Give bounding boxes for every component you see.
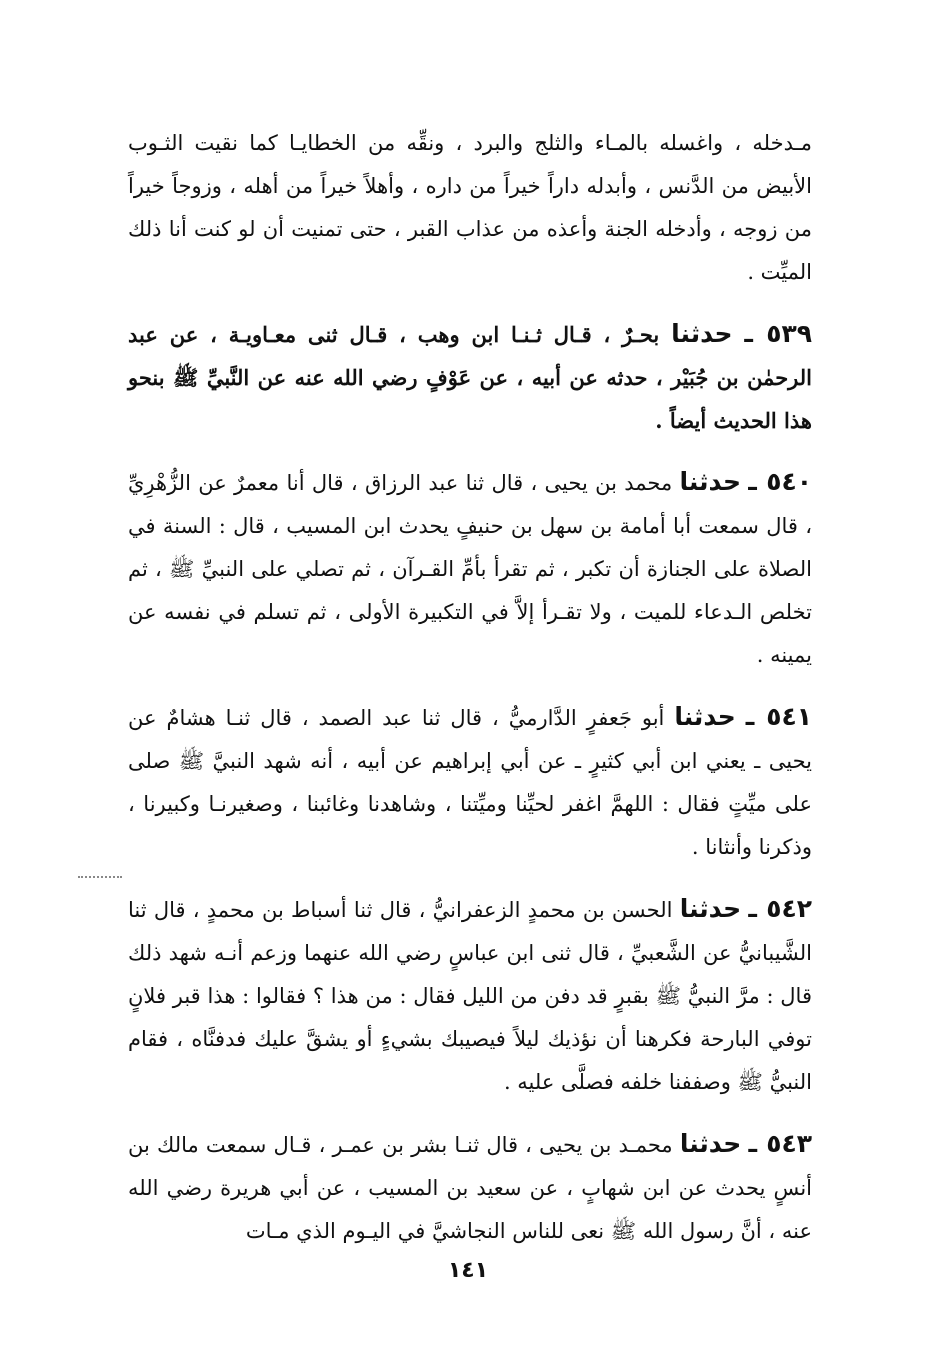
hadith-text: بحـرٌ ، قـال ثـنـا ابن وهب ، قـال ثنى معـاويـة ، عن عبد الرحمٰن بن جُبَيْر ، حدثه عن أبيه ، عن عَوْفٍ رضي الله عنه عن النَّبيِّ ﷺ بنحو هذا الحديث أيضاً . bbox=[128, 322, 812, 433]
hadith-539 bbox=[128, 312, 812, 442]
hadith-543 bbox=[128, 1122, 812, 1253]
hadith-keyword: حدثنا bbox=[674, 702, 736, 731]
hadith-text: محمـد بن يحيى ، قال ثنـا بشر بن عمـر ، قـال سمعت مالك بن أنسٍ يحدث عن ابن شهابٍ ، عن سعيد بن المسيب ، عن أبي هريرة رضي الله عنه ، أنَّ رسول الله ﷺ نعى للناس النجاشيَّ في اليـوم الذي مـات bbox=[128, 1133, 812, 1243]
hadith-542 bbox=[128, 887, 812, 1104]
hadith-keyword: حدثنا bbox=[679, 1129, 742, 1158]
book-page bbox=[128, 122, 812, 1322]
hadith-number: ٥٤٢ ـ bbox=[748, 894, 812, 923]
hadith-541 bbox=[128, 695, 812, 869]
hadith-keyword: حدثنا bbox=[679, 894, 742, 923]
page-number: ١٤١ bbox=[447, 1258, 489, 1283]
hadith-text: أبو جَعفرٍ الدَّارميُّ ، قال ثنا عبد الصمد ، قال ثنـا هشامٌ عن يحيى ـ يعني ابن أبي كثيرٍ ـ عن أبي إبراهيم عن أبيه ، أنه شهد النبيَّ ﷺ صلى على ميِّتٍ فقال : اللهمَّ اغفر لحيِّنا وميِّتنا ، وشاهدنا وغائبنا ، وصغيرنـا وكبيرنا ، وذكرنا وأنثانا . bbox=[128, 706, 812, 859]
paragraph-text: مـدخله ، واغسله بالمـاء والثلج والبرد ، ونقِّه من الخطايـا كما نقيت الثـوب الأبيض من الدَّنس ، وأبدله داراً خيراً من داره ، وأهلاً خيراً من أهله ، وزوجاً خيراً من زوجه ، وأدخله الجنة وأعذه من عذاب القبر ، حتى تمنيت أن لو كنت أنا ذلك الميِّت . bbox=[128, 131, 812, 284]
hadith-text: محمد بن يحيى ، قال ثنا عبد الرزاق ، قال أنا معمرٌ عن الزُّهْرِيِّ ، قال سمعت أبا أمامة بن سهل بن حنيفٍ يحدث ابن المسيب ، قال : السنة في الصلاة على الجنازة أن تكبر ، ثم تقرأ بأمِّ القـرآن ، ثم تصلي على النبيِّ ﷺ ، ثم تخلص الـدعاء للميت ، ولا تقـرأ إلاَّ في التكبيرة الأولى ، ثم تسلم في نفسه عن يمينه . bbox=[128, 471, 812, 667]
hadith-number: ٥٣٩ ـ bbox=[744, 319, 812, 348]
hadith-text: الحسن بن محمدٍ الزعفرانيُّ ، قال ثنا أسباط بن محمدٍ ، قال ثنا الشَّيبانيُّ عن الشَّعبيِّ ، قال ثنى ابن عباسٍ رضي الله عنهما وزعم أنـه شهد ذلك قال : مرَّ النبيُّ ﷺ بقبرٍ قد دفن من الليل فقال : من هذا ؟ فقالوا : هذا قبر فلانٍ توفي البارحة فكرهنا أن نؤذيك ليلاً فيصيبك بشيءٍ أو يشقَّ عليك فدفنَّاه ، فقام النبيُّ ﷺ وصففنا خلفه فصلَّى عليه . bbox=[128, 898, 812, 1094]
hadith-540 bbox=[128, 460, 812, 677]
paragraph-continuation bbox=[128, 122, 812, 294]
hadith-number: ٥٤١ ـ bbox=[745, 702, 813, 731]
hadith-number: ٥٤٣ ـ bbox=[748, 1129, 812, 1158]
hadith-keyword: حدثنا bbox=[671, 319, 733, 348]
hadith-keyword: حدثنا bbox=[679, 467, 741, 496]
scan-mark bbox=[78, 876, 122, 888]
hadith-number: ٥٤٠ ـ bbox=[748, 467, 812, 496]
